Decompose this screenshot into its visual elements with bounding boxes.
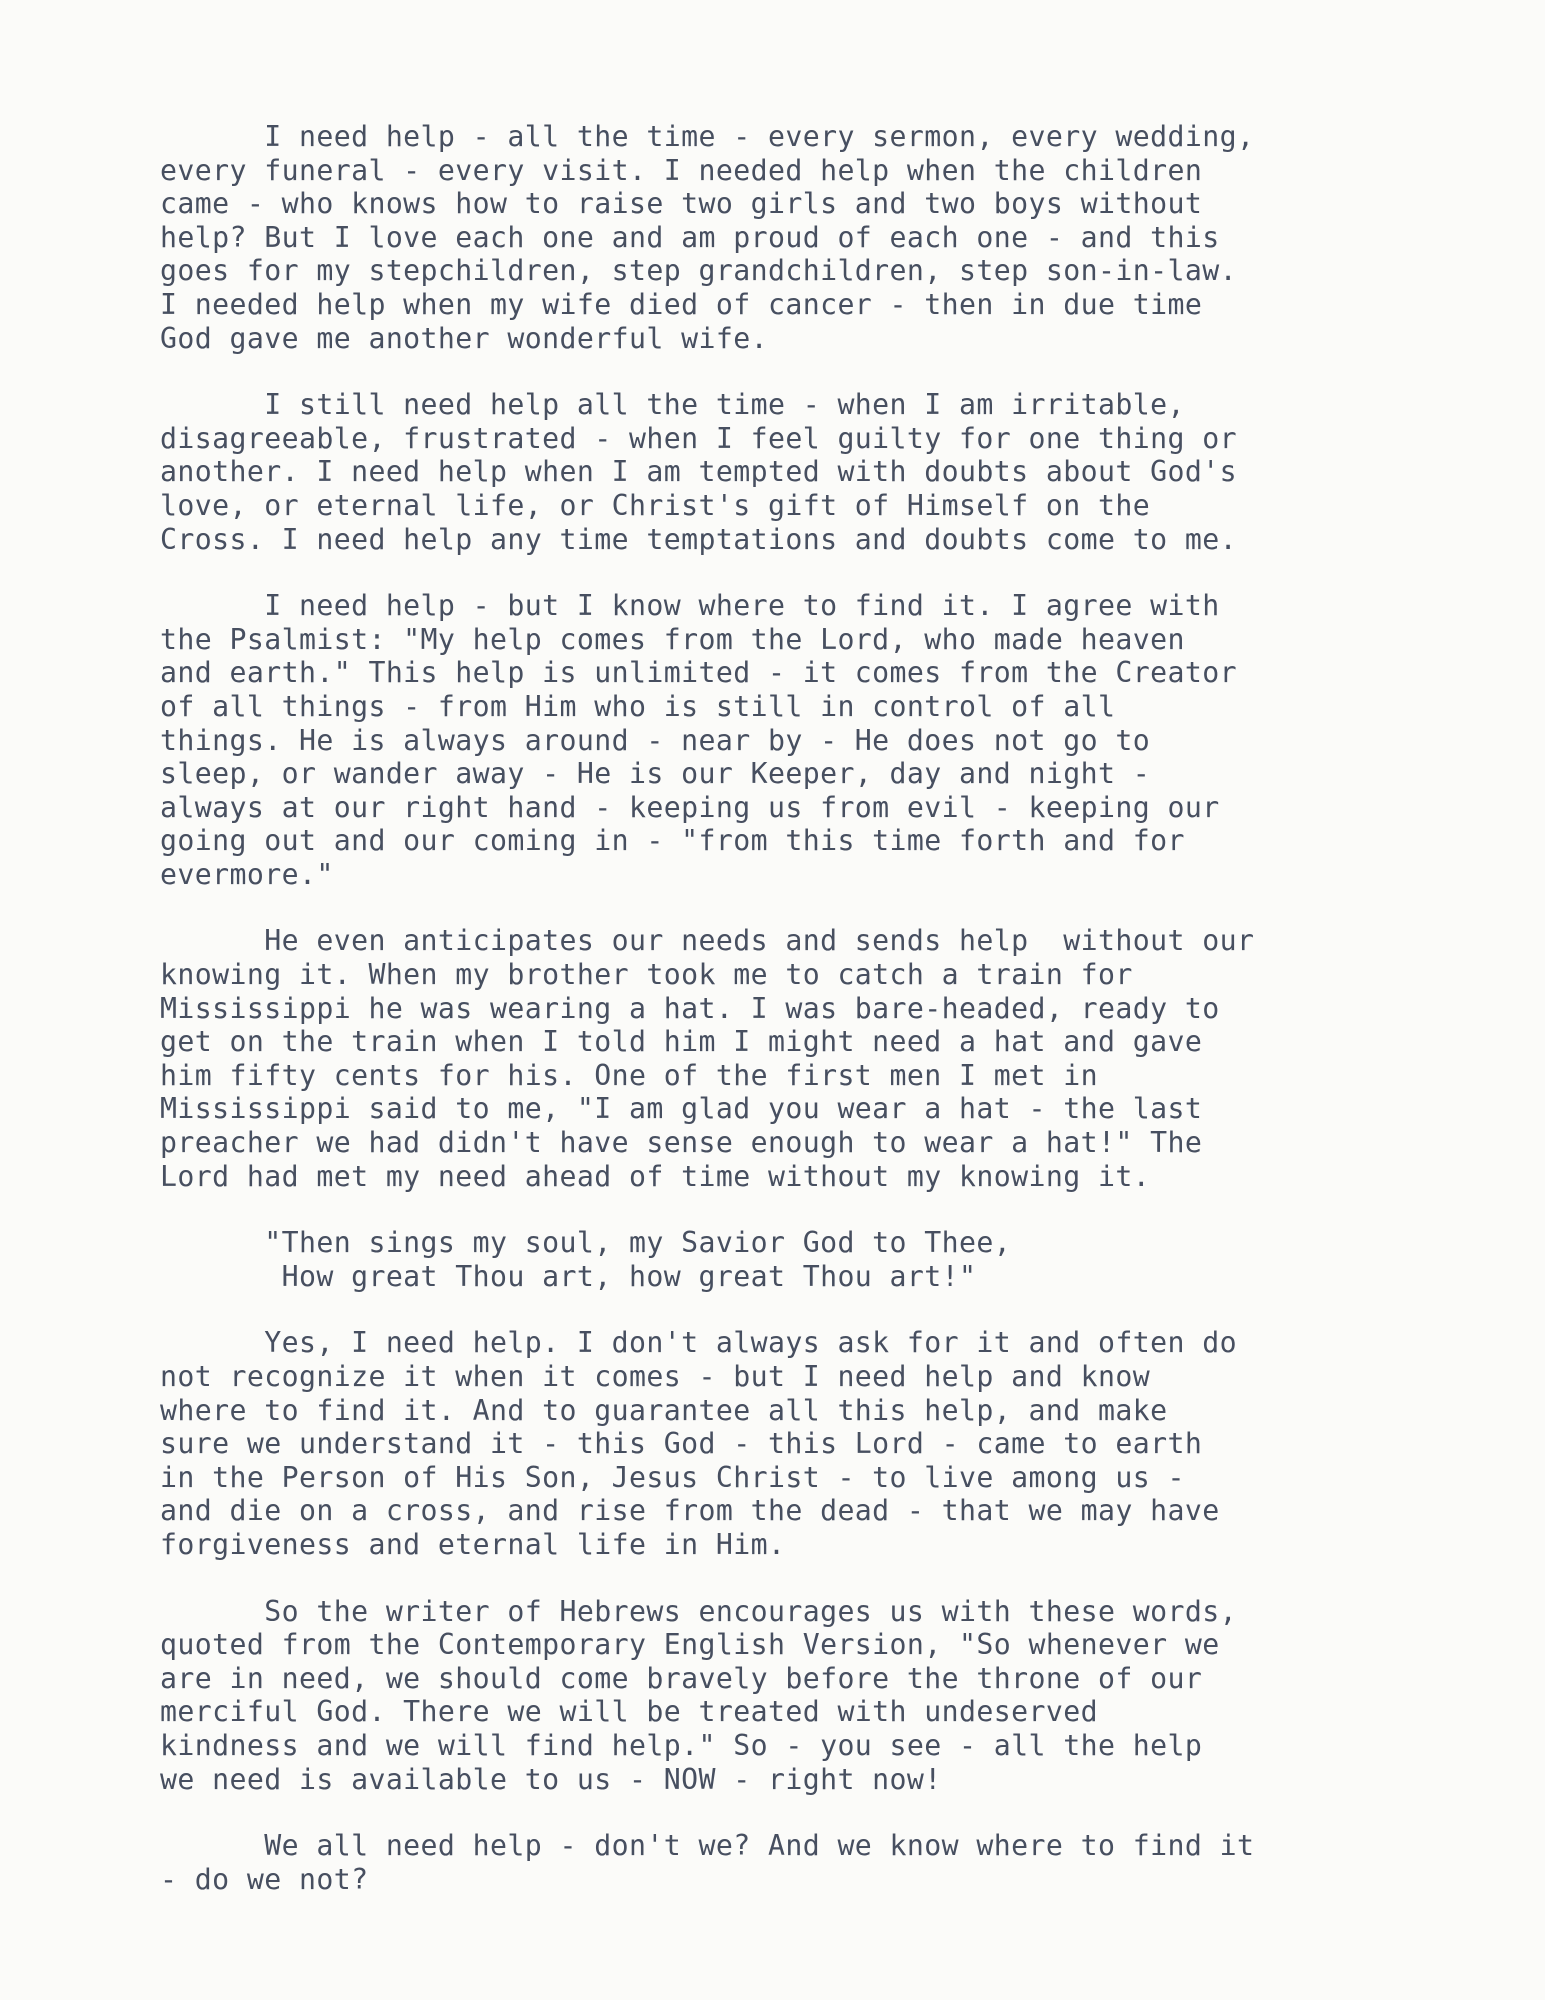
text-line: are in need, we should come bravely before the throne of our: [160, 1661, 1203, 1695]
text-line: and earth." This help is unlimited - it comes from the Creator: [160, 656, 1237, 690]
text-line: merciful God. There we will be treated with undeserved: [160, 1695, 1098, 1729]
text-line: and die on a cross, and rise from the dead - that we may have: [160, 1494, 1220, 1528]
text-line: of all things - from Him who is still in control of all: [160, 689, 1116, 723]
text-line: quoted from the Contemporary English Version, "So whenever we: [160, 1628, 1220, 1662]
text-line: sleep, or wander away - He is our Keeper, day and night -: [160, 757, 1151, 791]
typed-letter-body: [160, 120, 1390, 1929]
text-line: came - who knows how to raise two girls and two boys without: [160, 187, 1203, 221]
text-line: Lord had met my need ahead of time without my knowing it.: [160, 1159, 1151, 1193]
text-line: - do we not?: [160, 1862, 369, 1896]
text-line: I need help - but I know where to find it. I agree with: [160, 589, 1220, 623]
text-line: I still need help all the time - when I am irritable,: [160, 388, 1185, 422]
text-line: every funeral - every visit. I needed help when the children: [160, 153, 1203, 187]
paragraph-closing: [160, 1829, 1390, 1896]
text-line: We all need help - don't we? And we know where to find it: [160, 1829, 1255, 1863]
text-line: "Then sings my soul, my Savior God to Thee,: [160, 1226, 1012, 1260]
text-line: Mississippi said to me, "I am glad you wear a hat - the last: [160, 1092, 1203, 1126]
text-line: Yes, I need help. I don't always ask for it and often do: [160, 1326, 1237, 1360]
text-line: So the writer of Hebrews encourages us with these words,: [160, 1594, 1237, 1628]
text-line: things. He is always around - near by - He does not go to: [160, 723, 1151, 757]
paragraph-need-help-always: [160, 120, 1390, 355]
text-line: Mississippi he was wearing a hat. I was bare-headed, ready to: [160, 991, 1220, 1025]
text-line: the Psalmist: "My help comes from the Lord, who made heaven: [160, 622, 1185, 656]
text-line: kindness and we will find help." So - you see - all the help: [160, 1728, 1203, 1762]
text-line: disagreeable, frustrated - when I feel guilty for one thing or: [160, 421, 1237, 455]
text-line: love, or eternal life, or Christ's gift of Himself on the: [160, 488, 1151, 522]
text-line: knowing it. When my brother took me to catch a train for: [160, 958, 1133, 992]
paragraph-yes-i-need-help: [160, 1326, 1390, 1561]
paragraph-anticipates-needs: [160, 924, 1390, 1193]
text-line: preacher we had didn't have sense enough to wear a hat!" The: [160, 1126, 1203, 1160]
text-line: Cross. I need help any time temptations and doubts come to me.: [160, 522, 1237, 556]
text-line: evermore.": [160, 857, 334, 891]
text-line: where to find it. And to guarantee all this help, and make: [160, 1393, 1168, 1427]
text-line: always at our right hand - keeping us from evil - keeping our: [160, 790, 1220, 824]
text-line: we need is available to us - NOW - right now!: [160, 1762, 942, 1796]
text-line: not recognize it when it comes - but I need help and know: [160, 1360, 1151, 1393]
paragraph-still-need-help: [160, 388, 1390, 556]
text-line: help? But I love each one and am proud of each one - and this: [160, 220, 1220, 254]
text-line: in the Person of His Son, Jesus Christ - to live among us -: [160, 1460, 1185, 1494]
text-line: get on the train when I told him I might need a hat and gave: [160, 1025, 1203, 1059]
text-line: going out and our coming in - "from this time forth and for: [160, 824, 1185, 858]
text-line: He even anticipates our needs and sends help without our: [160, 924, 1255, 958]
text-line: goes for my stepchildren, step grandchildren, step son-in-law.: [160, 254, 1237, 288]
hymn-quote: [160, 1226, 1390, 1293]
paragraph-hebrews: [160, 1595, 1390, 1797]
text-line: him fifty cents for his. One of the first men I met in: [160, 1058, 1098, 1092]
text-line: forgiveness and eternal life in Him.: [160, 1527, 786, 1561]
text-line: I needed help when my wife died of cancer - then in due time: [160, 287, 1203, 321]
text-line: How great Thou art, how great Thou art!": [160, 1259, 977, 1293]
text-line: I need help - all the time - every sermon, every wedding,: [160, 120, 1255, 153]
text-line: God gave me another wonderful wife.: [160, 321, 768, 355]
text-line: another. I need help when I am tempted with doubts about God's: [160, 455, 1237, 489]
text-line: sure we understand it - this God - this Lord - came to earth: [160, 1427, 1203, 1461]
paragraph-know-where-to-find: [160, 589, 1390, 891]
